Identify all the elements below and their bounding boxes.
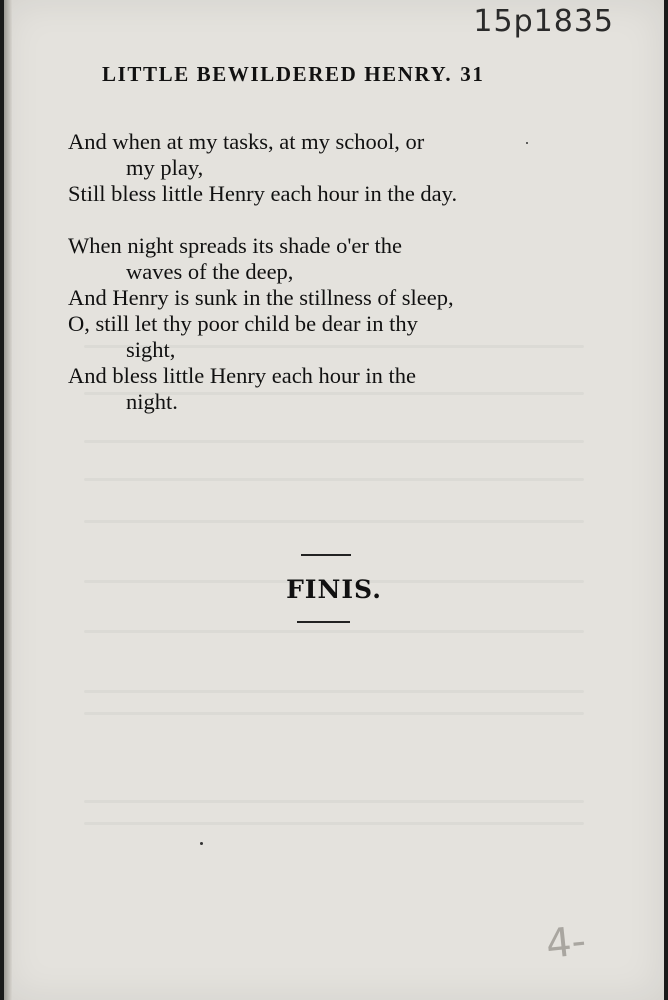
- verse-line: And when at my tasks, at my school, or: [68, 129, 425, 154]
- archive-handwritten-mark: 15p1835: [473, 4, 614, 39]
- book-page: [4, 0, 664, 1000]
- show-through-line: [84, 800, 584, 803]
- show-through-line: [84, 822, 584, 825]
- show-through-line: [84, 712, 584, 715]
- show-through-line: [84, 478, 584, 481]
- finis-heading: FINIS.: [286, 575, 382, 604]
- pencil-mark: 4-: [543, 918, 589, 968]
- stanza-2: [68, 233, 578, 415]
- page-gutter-edge: [4, 0, 12, 1000]
- running-head-title: LITTLE BEWILDERED HENRY.: [102, 62, 453, 86]
- ink-speck: [200, 842, 203, 845]
- show-through-line: [84, 520, 584, 523]
- verse-line: When night spreads its shade o'er the: [68, 233, 402, 258]
- verse-line-turnover: my play,: [126, 155, 204, 180]
- ink-speck: [526, 142, 528, 144]
- show-through-line: [84, 440, 584, 443]
- verse-line: And bless little Henry each hour in the: [68, 363, 417, 388]
- stanza-1: [68, 129, 578, 207]
- ornamental-rule-bottom: [297, 621, 350, 623]
- show-through-line: [84, 630, 584, 633]
- verse-line: And Henry is sunk in the stillness of sleep,: [68, 285, 454, 310]
- running-head: [102, 62, 582, 87]
- verse-line: O, still let thy poor child be dear in thy: [68, 311, 418, 336]
- ornamental-rule-top: [301, 554, 351, 556]
- page-number: 31: [460, 62, 485, 86]
- verse-line: Still bless little Henry each hour in the day.: [68, 181, 458, 206]
- show-through-line: [84, 690, 584, 693]
- verse-line-turnover: waves of the deep,: [126, 259, 294, 284]
- verse-line-turnover: night.: [126, 389, 178, 414]
- verse-line-turnover: sight,: [126, 337, 176, 362]
